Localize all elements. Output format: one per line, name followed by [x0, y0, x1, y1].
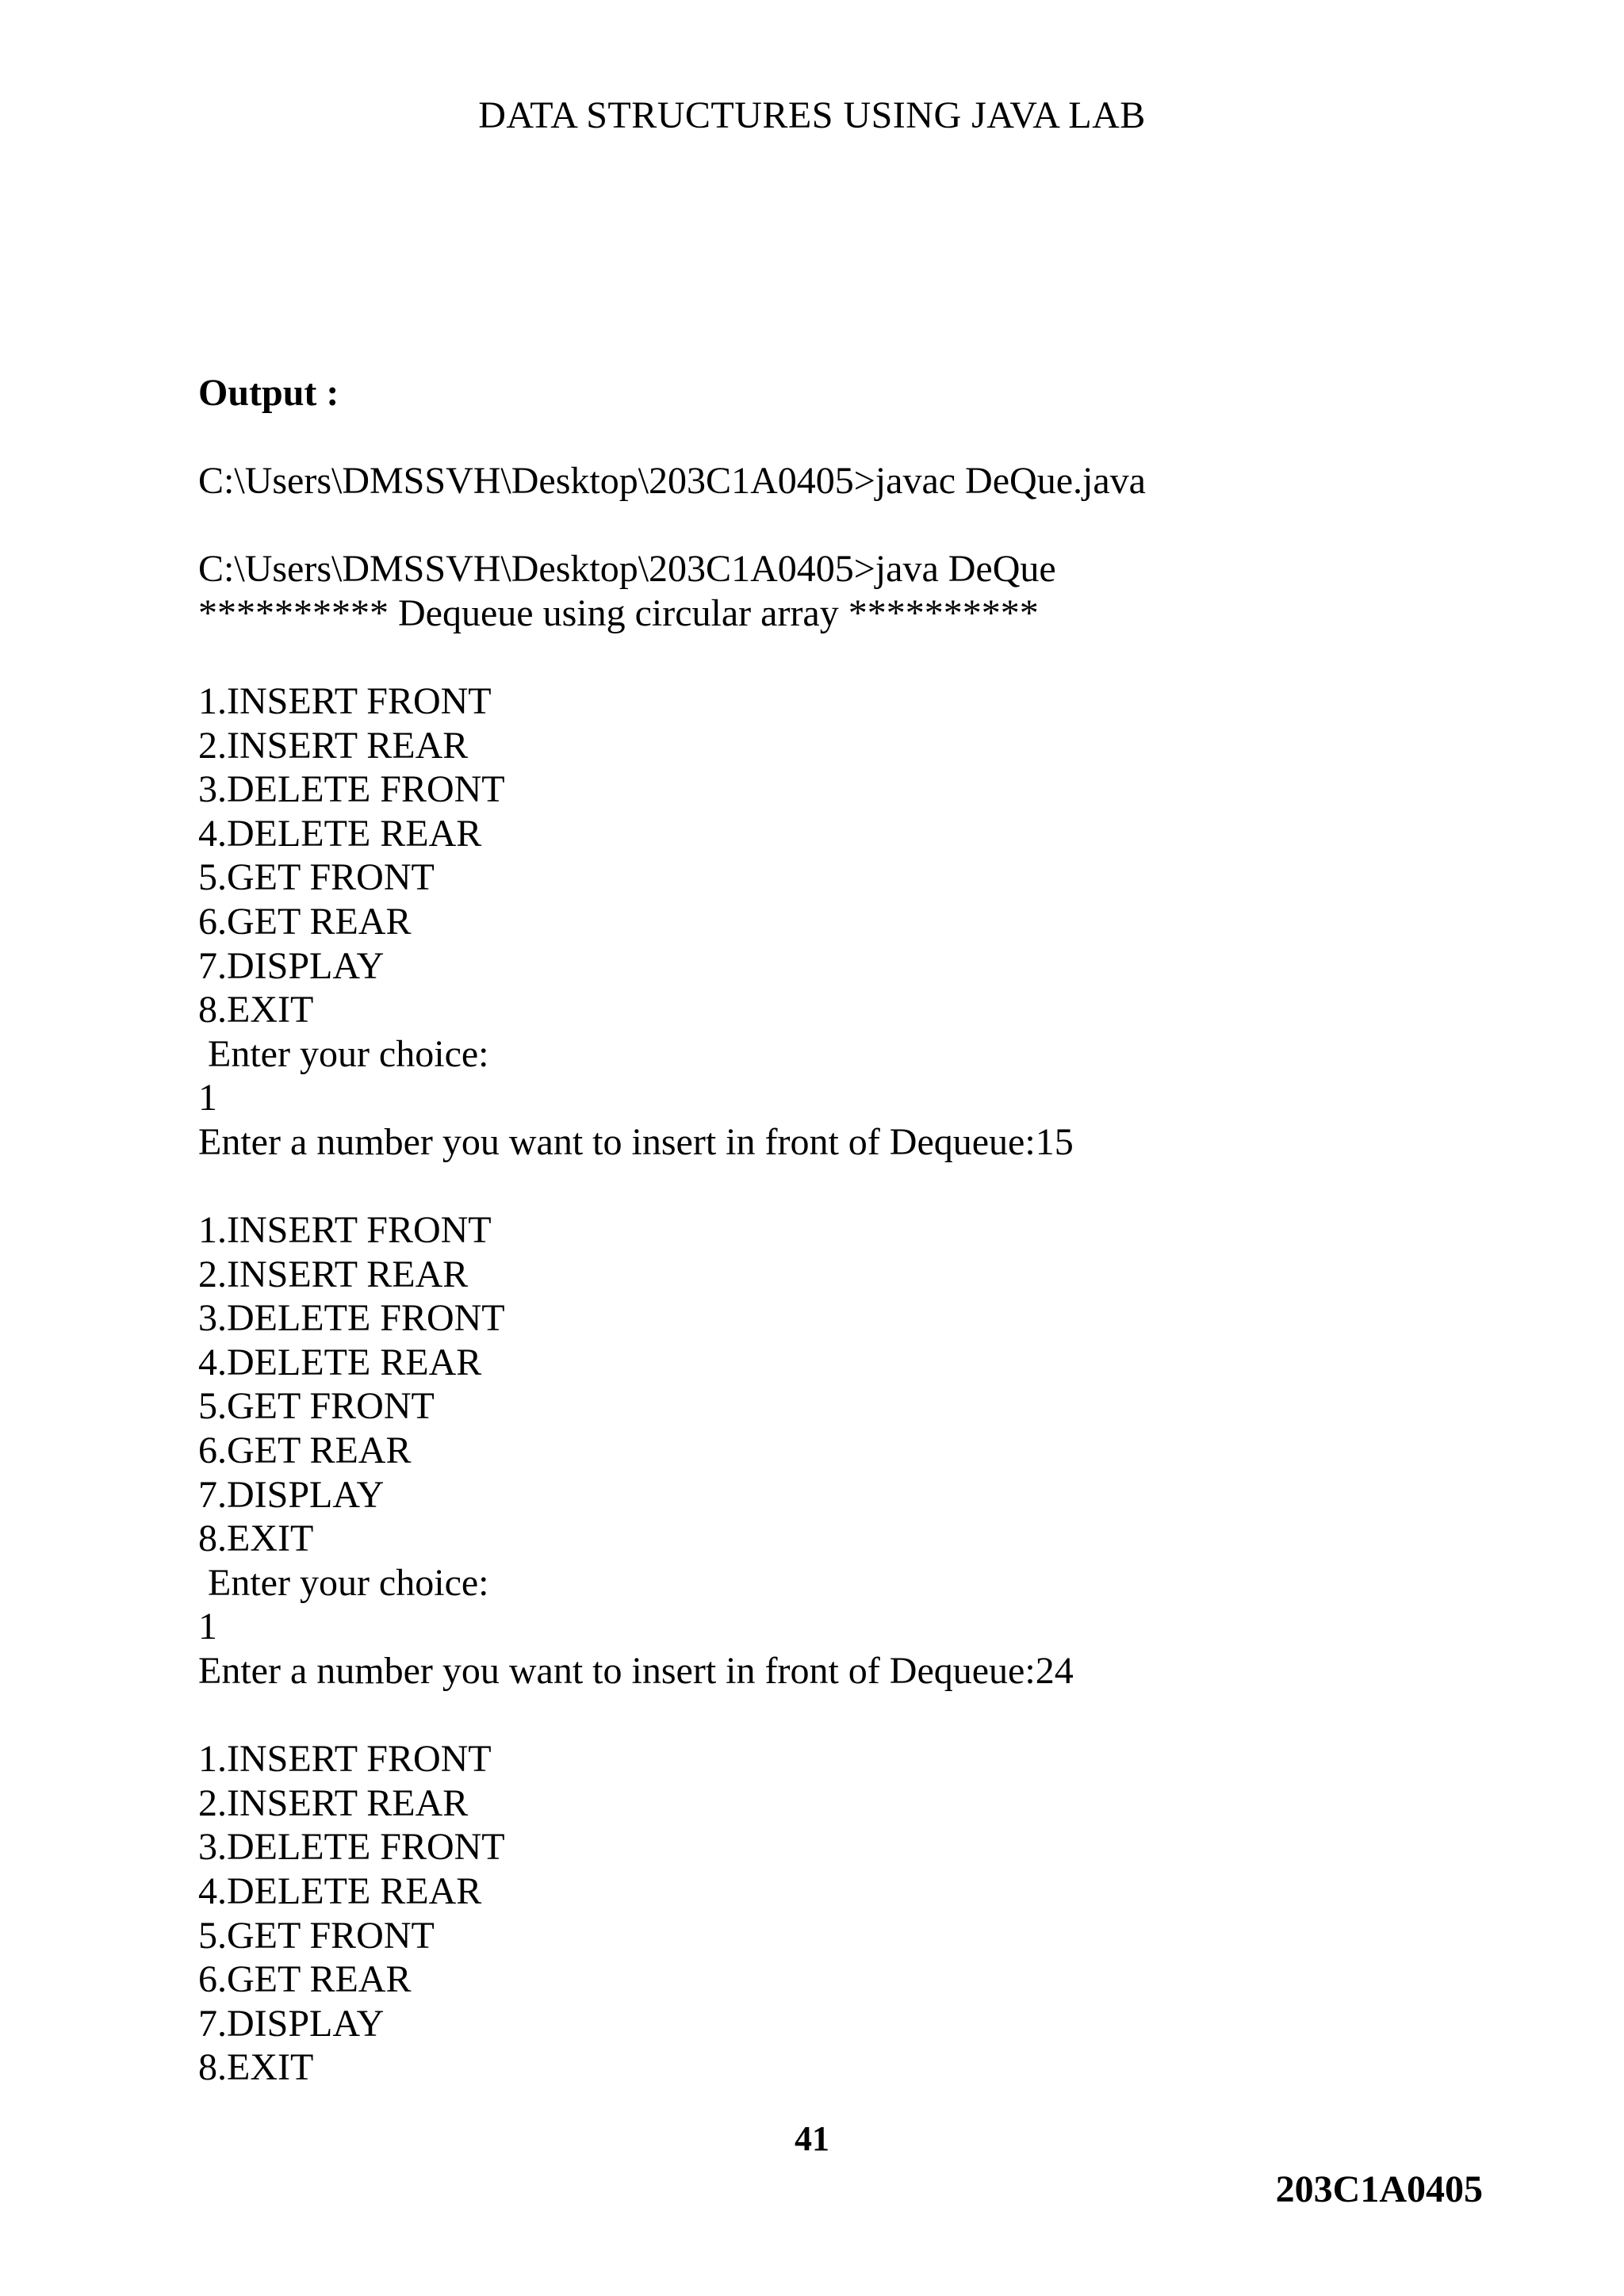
- menu-block: [198, 679, 1546, 1032]
- menu-item: 2.INSERT REAR: [198, 1781, 469, 1824]
- menu-item: 5.GET FRONT: [198, 1914, 435, 1957]
- menu-block: [198, 1737, 1546, 2090]
- menu-item: 6.GET REAR: [198, 1958, 412, 2001]
- insert-message: Enter a number you want to insert in front of Dequeue:15: [198, 1120, 1074, 1163]
- page-header: DATA STRUCTURES USING JAVA LAB: [478, 94, 1146, 136]
- choice-prompt: Enter your choice:: [198, 1561, 489, 1604]
- choice-value: 1: [198, 1077, 217, 1119]
- banner-line: ********** Dequeue using circular array **********: [198, 591, 1039, 634]
- output-heading: Output :: [198, 372, 339, 414]
- menu-item: 4.DELETE REAR: [198, 1341, 482, 1383]
- menu-item: 1.INSERT FRONT: [198, 679, 492, 722]
- menu-item: 7.DISPLAY: [198, 2002, 385, 2045]
- insert-message: Enter a number you want to insert in front of Dequeue:24: [198, 1650, 1074, 1693]
- menu-item: 8.EXIT: [198, 1517, 314, 1560]
- menu-item: 1.INSERT FRONT: [198, 1738, 492, 1781]
- menu-item: 1.INSERT FRONT: [198, 1209, 492, 1252]
- menu-item: 8.EXIT: [198, 2046, 314, 2089]
- menu-item: 8.EXIT: [198, 989, 314, 1031]
- menu-item: 5.GET FRONT: [198, 856, 435, 899]
- menu-item: 3.DELETE FRONT: [198, 1826, 505, 1869]
- blank-line: [198, 1693, 1546, 1738]
- blank-line: [198, 1165, 1546, 1209]
- output-section: [198, 371, 1546, 2090]
- menu-item: 6.GET REAR: [198, 900, 412, 943]
- menu-block: [198, 1208, 1546, 1561]
- choice-value: 1: [198, 1605, 217, 1648]
- menu-item: 3.DELETE FRONT: [198, 768, 505, 811]
- menu-item: 4.DELETE REAR: [198, 1870, 482, 1912]
- blank-line: [198, 503, 1546, 548]
- run-command-line: C:\Users\DMSSVH\Desktop\203C1A0405>java DeQue: [198, 548, 1056, 591]
- blank-line: [198, 635, 1546, 679]
- menu-item: 5.GET FRONT: [198, 1385, 435, 1428]
- menu-item: 4.DELETE REAR: [198, 812, 482, 855]
- menu-item: 3.DELETE FRONT: [198, 1297, 505, 1340]
- menu-item: 7.DISPLAY: [198, 1473, 385, 1516]
- page-number: 41: [795, 2119, 829, 2158]
- compile-command-line: C:\Users\DMSSVH\Desktop\203C1A0405>javac DeQue.java: [198, 460, 1146, 502]
- roll-number: 203C1A0405: [1275, 2168, 1483, 2210]
- menu-item: 2.INSERT REAR: [198, 1253, 469, 1295]
- menu-item: 7.DISPLAY: [198, 944, 385, 987]
- menu-item: 6.GET REAR: [198, 1429, 412, 1472]
- choice-prompt: Enter your choice:: [198, 1032, 489, 1075]
- menu-item: 2.INSERT REAR: [198, 724, 469, 767]
